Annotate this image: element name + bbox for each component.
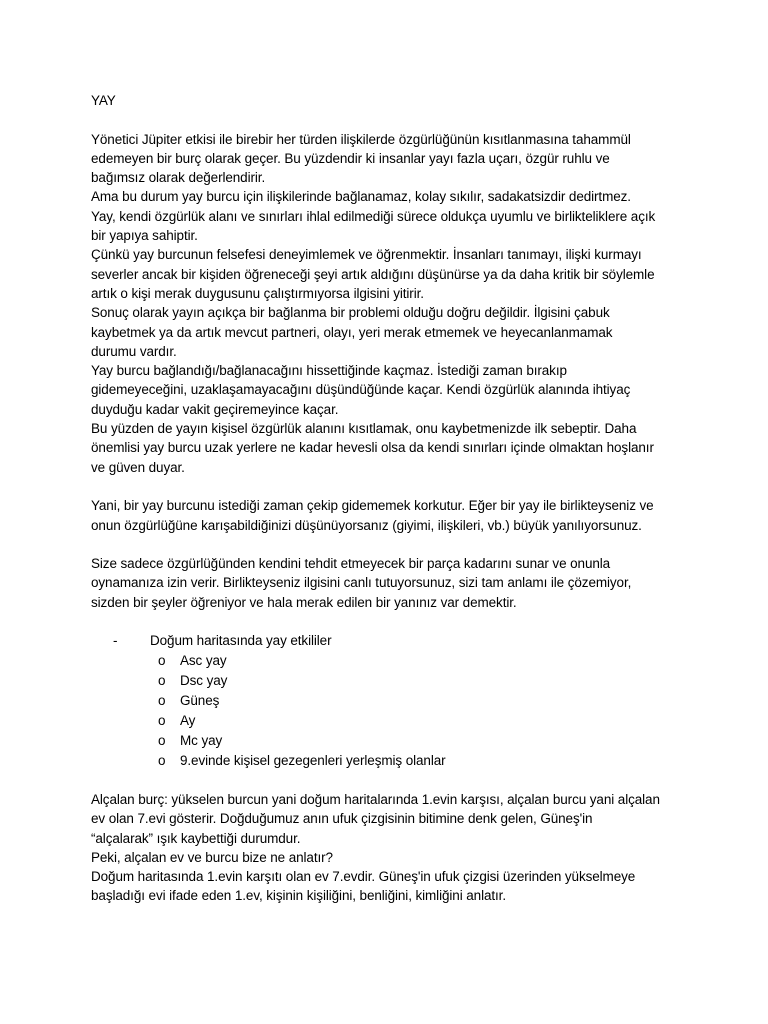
list-item	[91, 671, 691, 691]
circle-bullet-icon: o	[158, 652, 166, 668]
text-line: gidemeyeceğini, uzaklaşamayacağını düşündüğünde kaçar. Kendi özgürlük alanında ihtiyaç	[91, 382, 631, 398]
paragraph-block-4	[91, 790, 691, 906]
document-body	[91, 91, 691, 906]
text-line: durumu vardır.	[91, 343, 177, 359]
paragraph-gap	[91, 612, 691, 631]
list-item-text: Ay	[180, 712, 196, 728]
paragraph-block-3	[91, 554, 691, 612]
circle-bullet-icon: o	[158, 732, 166, 748]
text-line: edemeyen bir burç olarak geçer. Bu yüzdendir ki insanlar yayı fazla uçarı, özgür ruhlu ve	[91, 150, 610, 166]
bullet-list	[91, 631, 691, 770]
text-line: kaybetmek ya da artık mevcut partneri, olayı, yeri merak etmemek ve heyecanlanmamak	[91, 324, 613, 340]
text-line: “alçalarak” ışık kaybettiği durumdur.	[91, 830, 301, 846]
text-line: Size sadece özgürlüğünden kendini tehdit etmeyecek bir parça kadarını sunar ve onunla	[91, 556, 611, 572]
paragraph-gap	[91, 771, 691, 790]
text-line: başladığı evi ifade eden 1.ev, kişinin kişiliğini, benliğini, kimliğini anlatır.	[91, 888, 506, 904]
text-line: Yönetici Jüpiter etkisi ile birebir her türden ilişkilerde özgürlüğünün kısıtlanmasına tahammül	[91, 131, 631, 147]
text-line: oynamanıza izin verir. Birlikteyseniz ilgisini canlı tutuyorsunuz, sizi tam anlamı ile çözemiyor,	[91, 575, 632, 591]
list-item	[91, 711, 691, 731]
list-item	[91, 751, 691, 771]
text-line: Peki, alçalan ev ve burcu bize ne anlatır?	[91, 849, 333, 865]
text-line: ev olan 7.evi gösterir. Doğduğumuz anın ufuk çizgisinin bitimine denk gelen, Güneş'in	[91, 811, 593, 827]
paragraph-gap	[91, 535, 691, 554]
dash-bullet-icon: -	[113, 633, 118, 649]
text-line: önemlisi yay burcu uzak yerlere ne kadar hevesli olsa da kendi sınırları içinde olmaktan hoşlanır	[91, 440, 654, 456]
text-line: bağımsız olarak değerlendirir.	[91, 170, 266, 186]
text-line: Sonuç olarak yayın açıkça bir bağlanma bir problemi olduğu doğru değildir. İlgisini çabuk	[91, 305, 610, 321]
paragraph-gap	[91, 110, 691, 129]
circle-bullet-icon: o	[158, 692, 166, 708]
list-item-text: Mc yay	[180, 732, 223, 748]
text-line: Ama bu durum yay burcu için ilişkilerinde bağlanamaz, kolay sıkılır, sadakatsizdir dedirtmez.	[91, 189, 631, 205]
list-item-text: 9.evinde kişisel gezegenleri yerleşmiş olanlar	[180, 752, 446, 768]
circle-bullet-icon: o	[158, 752, 166, 768]
list-item-text: Asc yay	[180, 652, 227, 668]
text-line: Doğum haritasında 1.evin karşıtı olan ev 7.evdir. Güneş'in ufuk çizgisi üzerinden yükselmeye	[91, 869, 636, 885]
text-line: ve güven duyar.	[91, 459, 185, 475]
circle-bullet-icon: o	[158, 712, 166, 728]
text-line: Yay, kendi özgürlük alanı ve sınırları ihlal edilmediği sürece oldukça uyumlu ve birlikteliklere açık	[91, 208, 656, 224]
list-heading-item	[91, 631, 691, 650]
text-line: Yay burcu bağlandığı/bağlanacağını hissettiğinde kaçmaz. İstediği zaman bırakıp	[91, 363, 567, 379]
text-line: bir yapıya sahiptir.	[91, 228, 198, 244]
text-line: sizden bir şeyler öğreniyor ve hala merak edilen bir yanınız var demektir.	[91, 594, 517, 610]
text-line: severler ancak bir kişiden öğreneceği şeyi artık aldığını düşünürse ya da daha kritik bir söylemle	[91, 266, 655, 282]
text-line: onun özgürlüğüne karışabildiğinizi düşünüyorsanız (giyimi, ilişkileri, vb.) büyük yanılıyorsunuz.	[91, 517, 642, 533]
document-title: YAY	[91, 93, 116, 108]
text-line: artık o kişi merak duygusunu çalıştırmıyorsa ilgisini yitirir.	[91, 285, 424, 301]
text-line: Alçalan burç: yükselen burcun yani doğum haritalarında 1.evin karşısı, alçalan burcu yani alçalan	[91, 791, 660, 807]
paragraph-block-1	[91, 130, 691, 477]
text-line: Yani, bir yay burcunu istediği zaman çekip gidememek korkutur. Eğer bir yay ile birlikteyseniz ve	[91, 498, 654, 514]
list-item-text: Dsc yay	[180, 672, 228, 688]
list-item	[91, 651, 691, 671]
list-item	[91, 731, 691, 751]
circle-bullet-icon: o	[158, 672, 166, 688]
text-line: Bu yüzden de yayın kişisel özgürlük alanını kısıtlamak, onu kaybetmenizde ilk sebeptir. Daha	[91, 421, 637, 437]
list-item	[91, 691, 691, 711]
text-line: Çünkü yay burcunun felsefesi deneyimlemek ve öğrenmektir. İnsanları tanımayı, ilişki kurmayı	[91, 247, 642, 263]
paragraph-block-2	[91, 496, 691, 535]
list-item-text: Güneş	[180, 692, 220, 708]
list-heading: Doğum haritasında yay etkililer	[150, 633, 332, 649]
text-line: duyduğu kadar vakit geçiremeyince kaçar.	[91, 401, 339, 417]
paragraph-gap	[91, 477, 691, 496]
